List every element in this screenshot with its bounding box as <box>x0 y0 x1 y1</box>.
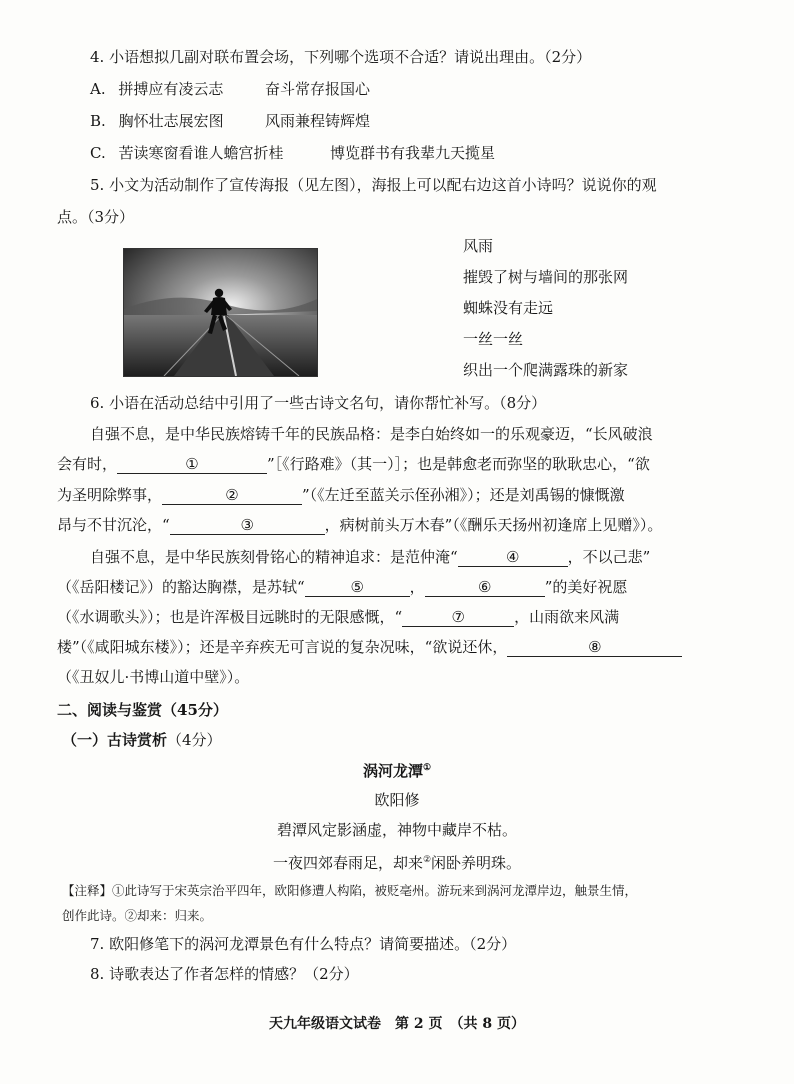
q6-p1-line4 <box>57 515 662 535</box>
text: 一夜四郊春雨足，却来 <box>272 854 423 872</box>
text: （《岳阳楼记》）的豁达胸襟，是苏轼“ <box>57 578 305 596</box>
text: 楼”（《咸阳城东楼》）；还是辛弃疾无可言说的复杂况味，“欲说还休， <box>57 638 508 656</box>
q6-p2-line3 <box>57 607 619 627</box>
text: 闲卧养明珠。 <box>431 854 522 872</box>
q6-p2-line5: （《丑奴儿·书博山道中壁》）。 <box>57 668 250 686</box>
text: ， <box>409 578 425 596</box>
text: ，病树前头万木春”（《酬乐天扬州初逢席上见赠》）。 <box>324 516 663 534</box>
couplet-right: 风雨兼程铸辉煌 <box>265 112 371 130</box>
couplet-left: 苦读寒窗看谁人蟾宫折桂 <box>118 144 284 162</box>
q7-stem: 7. 欧阳修笔下的涡河龙潭景色有什么特点？请简要描述。（2分） <box>90 935 517 953</box>
fill-blank-7[interactable]: ⑦ <box>402 608 514 627</box>
q6-p2-line1 <box>90 547 650 567</box>
q4-option-b <box>90 111 371 131</box>
q6-p2-line4 <box>57 637 682 657</box>
couplet-left: 胸怀壮志展宏图 <box>118 112 224 130</box>
option-letter: B. <box>90 112 106 130</box>
poem-title-text: 涡河龙潭 <box>362 762 423 780</box>
q5-stem-line2: 点。（3分） <box>57 208 135 226</box>
option-letter: A. <box>90 80 106 98</box>
note-mark: ① <box>422 763 432 773</box>
side-poem-line: 摧毁了树与墙间的那张网 <box>463 268 629 286</box>
runner-on-road-image <box>124 249 317 376</box>
couplet-right: 博览群书有我辈九天揽星 <box>330 144 496 162</box>
text: 昂与不甘沉沦，“ <box>57 516 170 534</box>
section-heading: 二、阅读与鉴赏（45分） <box>57 701 228 719</box>
q8-stem: 8. 诗歌表达了作者怎样的情感？（2分） <box>90 965 359 983</box>
subsection-points: （4分） <box>167 731 222 749</box>
side-poem-line: 织出一个爬满露珠的新家 <box>463 361 629 379</box>
poem-line-2 <box>0 850 794 873</box>
subsection-title: （一）古诗赏析 <box>62 731 168 749</box>
notes-line2: 创作此诗。②却来：归来。 <box>62 908 213 923</box>
q4-option-a <box>90 79 371 99</box>
note-mark: ② <box>422 855 432 865</box>
poem-title <box>0 758 794 781</box>
text: ”［《行路难》（其一）］；也是韩愈老而弥坚的耿耿忠心，“欲 <box>267 455 650 473</box>
side-poem-line: 蜘蛛没有走远 <box>463 299 554 317</box>
side-poem-line: 风雨 <box>463 237 494 255</box>
text: ，山雨欲来风满 <box>514 608 620 626</box>
q6-p2-line2 <box>57 577 627 597</box>
text: ，不以己悲” <box>567 548 651 566</box>
fill-blank-1[interactable]: ① <box>117 455 267 474</box>
page-footer: 天九年级语文试卷 第 2 页 （共 8 页） <box>269 1016 525 1032</box>
fill-blank-5[interactable]: ⑤ <box>305 578 410 597</box>
text: ”（《左迁至蓝关示侄孙湘》）；还是刘禹锡的慷慨激 <box>302 486 625 504</box>
text: 会有时， <box>57 455 118 473</box>
poster-photo <box>123 248 318 377</box>
q5-stem-line1: 5. 小文为活动制作了宣传海报（见左图），海报上可以配右边这首小诗吗？说说你的观 <box>90 176 657 194</box>
fill-blank-3[interactable]: ③ <box>170 516 325 535</box>
couplet-right: 奋斗常存报国心 <box>265 80 371 98</box>
q6-p1-line2 <box>57 454 650 474</box>
subsection-heading <box>62 730 222 750</box>
poem-author: 欧阳修 <box>374 791 420 809</box>
q4-stem: 4. 小语想拟几副对联布置会场，下列哪个选项不合适？请说出理由。（2分） <box>90 48 592 66</box>
fill-blank-4[interactable]: ④ <box>458 548 568 567</box>
couplet-left: 拼搏应有凌云志 <box>118 80 224 98</box>
q4-option-c <box>90 143 496 163</box>
q6-p1-line3 <box>57 485 625 505</box>
q6-stem: 6. 小语在活动总结中引用了一些古诗文名句，请你帮忙补写。（8分） <box>90 394 547 412</box>
fill-blank-2[interactable]: ② <box>162 486 302 505</box>
notes-line1: 【注释】①此诗写于宋英宗治平四年，欧阳修遭人构陷，被贬亳州。游玩来到涡河龙潭岸边，触景生情， <box>62 883 638 898</box>
fill-blank-8[interactable]: ⑧ <box>507 638 682 657</box>
text: 自强不息，是中华民族刻骨铭心的精神追求：是范仲淹“ <box>90 548 458 566</box>
fill-blank-6[interactable]: ⑥ <box>425 578 545 597</box>
q6-p1-line1: 自强不息，是中华民族熔铸千年的民族品格：是李白始终如一的乐观豪迈，“长风破浪 <box>90 425 653 443</box>
text: （《水调歌头》）；也是许浑极目远眺时的无限感慨，“ <box>57 608 403 626</box>
text: ”的美好祝愿 <box>544 578 628 596</box>
option-letter: C. <box>90 144 106 162</box>
poem-line-1: 碧潭风定影涵虚，神物中藏岸不枯。 <box>276 821 517 839</box>
text: 为圣明除弊事， <box>57 486 163 504</box>
side-poem-line: 一丝一丝 <box>463 330 524 348</box>
